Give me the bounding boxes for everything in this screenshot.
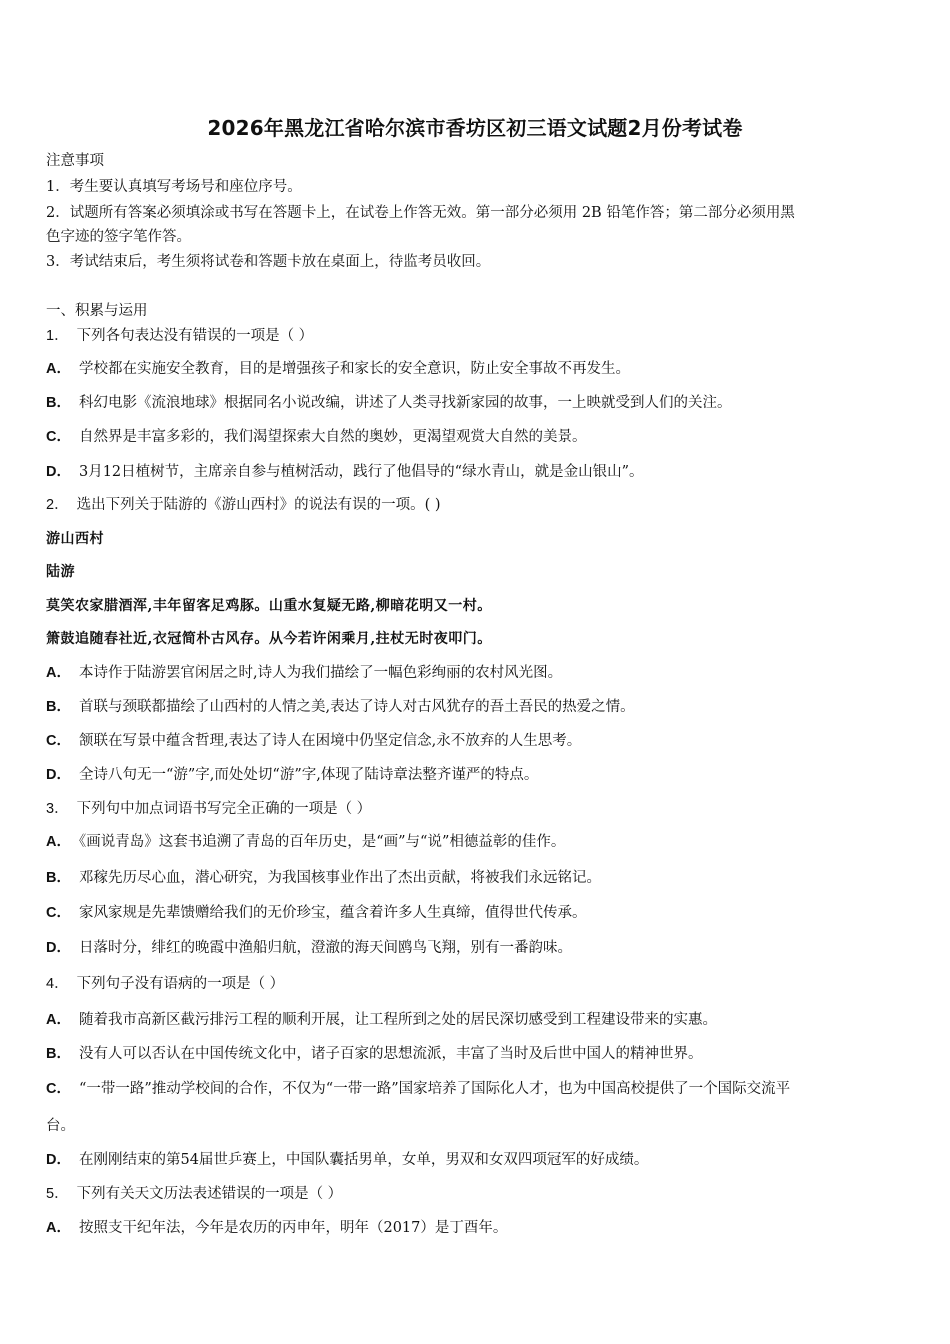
option-letter: A． xyxy=(46,361,71,377)
question-2-stem xyxy=(46,495,908,515)
question-4-stem xyxy=(46,974,908,994)
option-text: 3月12日植树节，主席亲自参与植树活动，践行了他倡导的“绿水青山，就是金山银山”。 xyxy=(78,464,644,480)
question-number: 4． xyxy=(46,976,69,992)
notice-item-2: 2．试题所有答案必须填涂或书写在答题卡上，在试卷上作答无效。第一部分必须用 2B 铅笔作答；第二部分必须用黑 xyxy=(46,205,795,221)
notice-item-1: 1．考生要认真填写考场号和座位序号。 xyxy=(46,179,302,195)
question-1-option-d xyxy=(46,462,908,482)
option-letter: B． xyxy=(46,870,71,886)
question-5-option-a xyxy=(46,1218,908,1238)
option-text: 颔联在写景中蕴含哲理,表达了诗人在困境中仍坚定信念,永不放弃的人生思考。 xyxy=(78,733,582,749)
question-text: 下列各句表达没有错误的一项是（ ） xyxy=(76,328,314,344)
option-text: 邓稼先历尽心血，潜心研究，为我国核事业作出了杰出贡献，将被我们永远铭记。 xyxy=(78,870,601,886)
page-title: 2026年黑龙江省哈尔滨市香坊区初三语文试题2月份考试卷 xyxy=(207,116,743,140)
question-3-option-c xyxy=(46,903,908,923)
question-2-option-c xyxy=(46,731,908,751)
section-heading: 一、积累与运用 xyxy=(46,303,148,319)
poem-author: 陆游 xyxy=(46,564,75,580)
question-text: 选出下列关于陆游的《游山西村》的说法有误的一项。( ) xyxy=(76,497,441,513)
question-4-option-c xyxy=(46,1079,908,1099)
question-5-stem xyxy=(46,1184,908,1204)
option-letter: C． xyxy=(46,429,71,445)
question-2-option-d xyxy=(46,765,908,785)
poem-line-1: 莫笑农家腊酒浑,丰年留客足鸡豚。山重水复疑无路,柳暗花明又一村。 xyxy=(46,598,492,614)
question-4-option-a xyxy=(46,1010,908,1030)
option-text: 学校都在实施安全教育，目的是增强孩子和家长的安全意识，防止安全事故不再发生。 xyxy=(78,361,630,377)
option-text: 《画说青岛》这套书追溯了青岛的百年历史，是“画”与“说”相德益彰的佳作。 xyxy=(78,834,566,850)
option-text: 全诗八句无一“游”字,而处处切“游”字,体现了陆诗章法整齐谨严的特点。 xyxy=(78,767,539,783)
question-1-option-b xyxy=(46,393,908,413)
option-letter: B． xyxy=(46,395,71,411)
question-2-option-a xyxy=(46,663,908,683)
option-text: 首联与颈联都描绘了山西村的人情之美,表达了诗人对古风犹存的吾土吾民的热爱之情。 xyxy=(78,699,635,715)
question-number: 1． xyxy=(46,328,69,344)
question-1-option-c xyxy=(46,427,908,447)
question-text: 下列句中加点词语书写完全正确的一项是（ ） xyxy=(76,801,372,817)
notice-heading: 注意事项 xyxy=(46,153,104,169)
option-letter: A． xyxy=(46,665,71,681)
question-3-option-d xyxy=(46,938,908,958)
question-4-option-b xyxy=(46,1044,908,1064)
option-text: 在刚刚结束的第54届世乒赛上，中国队囊括男单，女单，男双和女双四项冠军的好成绩。 xyxy=(78,1152,649,1168)
option-text: 按照支干纪年法，今年是农历的丙申年，明年（2017）是丁酉年。 xyxy=(78,1220,508,1236)
option-letter: D． xyxy=(46,1152,71,1168)
question-1-option-a xyxy=(46,359,908,379)
question-4-option-c-cont xyxy=(46,1116,908,1136)
option-text: 科幻电影《流浪地球》根据同名小说改编，讲述了人类寻找新家园的故事，一上映就受到人们的关注。 xyxy=(78,395,732,411)
question-number: 5． xyxy=(46,1186,69,1202)
option-letter: B． xyxy=(46,1046,71,1062)
option-letter: C． xyxy=(46,905,71,921)
option-letter: D． xyxy=(46,940,71,956)
option-letter: B． xyxy=(46,699,71,715)
poem-title: 游山西村 xyxy=(46,531,104,547)
question-3-stem xyxy=(46,799,908,819)
option-text: 自然界是丰富多彩的，我们渴望探索大自然的奥妙，更渴望观赏大自然的美景。 xyxy=(78,429,587,445)
option-text: 本诗作于陆游罢官闲居之时,诗人为我们描绘了一幅色彩绚丽的农村风光图。 xyxy=(78,665,563,681)
question-text: 下列有关天文历法表述错误的一项是（ ） xyxy=(76,1186,343,1202)
option-letter: A． xyxy=(46,834,71,850)
option-letter: A． xyxy=(46,1220,71,1236)
question-2-option-b xyxy=(46,697,908,717)
question-number: 3． xyxy=(46,801,69,817)
option-letter: C． xyxy=(46,1081,71,1097)
notice-item-2-cont: 色字迹的签字笔作答。 xyxy=(46,229,191,245)
question-text: 下列句子没有语病的一项是（ ） xyxy=(76,976,285,992)
option-letter: D． xyxy=(46,767,71,783)
poem-line-2: 箫鼓追随春社近,衣冠简朴古风存。从今若许闲乘月,拄杖无时夜叩门。 xyxy=(46,631,492,647)
option-letter: D． xyxy=(46,464,71,480)
option-text: 没有人可以否认在中国传统文化中，诸子百家的思想流派，丰富了当时及后世中国人的精神世界。 xyxy=(78,1046,703,1062)
option-text: 日落时分，绯红的晚霞中渔船归航，澄澈的海天间鸥鸟飞翔，别有一番韵味。 xyxy=(78,940,572,956)
option-text: 家风家规是先辈馈赠给我们的无价珍宝，蕴含着许多人生真缔，值得世代传承。 xyxy=(78,905,587,921)
question-number: 2． xyxy=(46,497,69,513)
question-3-option-b xyxy=(46,868,908,888)
question-3-option-a xyxy=(46,832,908,852)
option-letter: A． xyxy=(46,1012,71,1028)
option-text: 随着我市高新区截污排污工程的顺利开展，让工程所到之处的居民深切感受到工程建设带来的实惠。 xyxy=(78,1012,717,1028)
option-text: “一带一路”推动学校间的合作，不仅为“一带一路”国家培养了国际化人才，也为中国高校提供了一个国际交流平 xyxy=(78,1081,791,1097)
question-4-option-d xyxy=(46,1150,908,1170)
notice-item-3: 3．考试结束后，考生须将试卷和答题卡放在桌面上，待监考员收回。 xyxy=(46,254,491,270)
question-1-stem xyxy=(46,326,908,346)
option-text: 台。 xyxy=(46,1118,75,1134)
option-letter: C． xyxy=(46,733,71,749)
